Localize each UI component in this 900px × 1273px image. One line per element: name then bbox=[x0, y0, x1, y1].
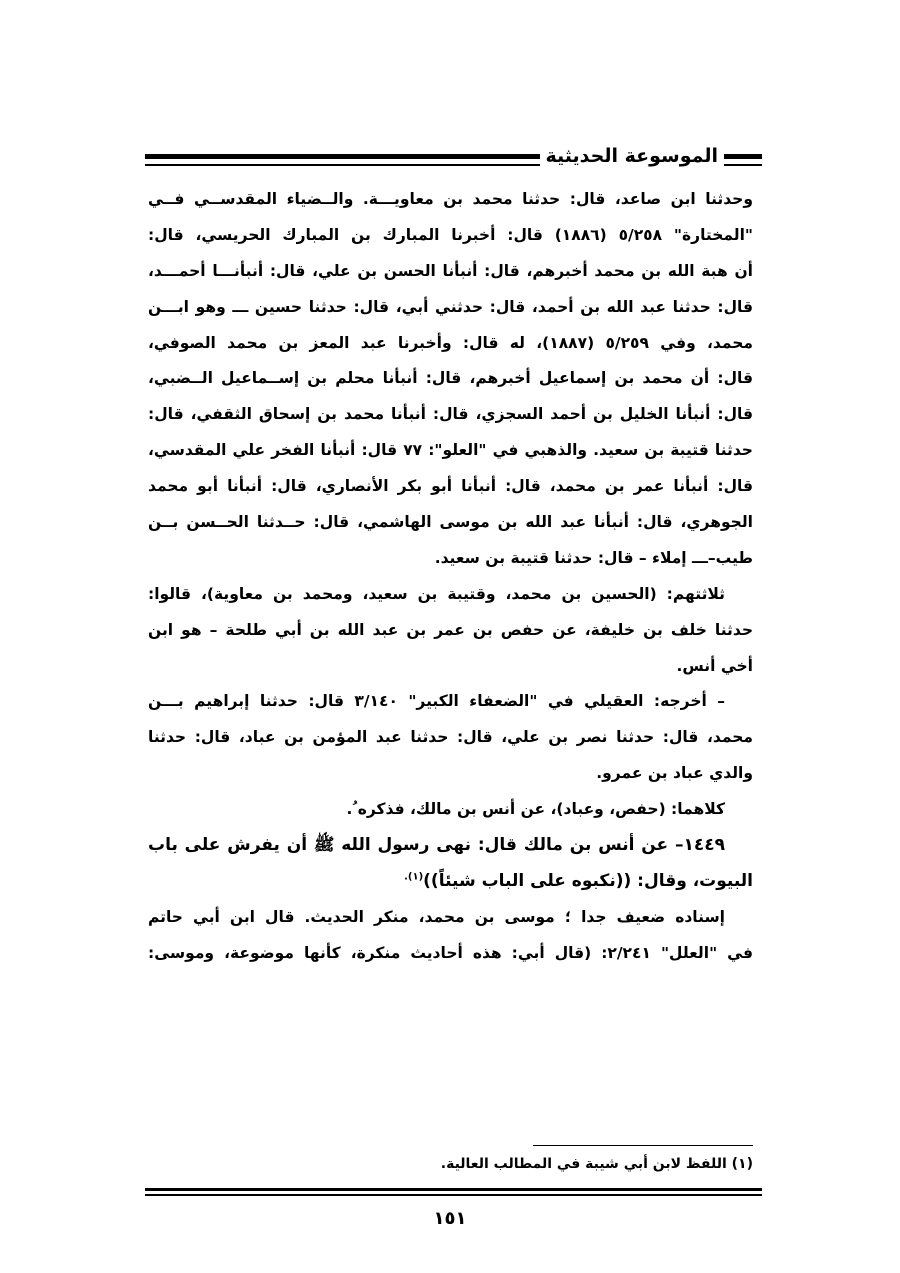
text-line: في "العلل" ٢/٢٤١: (قال أبي: هذه أحاديث منكرة، كأنها موضوعة، وموسى: bbox=[148, 943, 753, 962]
text-line: حدثنا خلف بن خليفة، عن حفص بن عمر بن عبد الله بن أبي طلحة – هو ابن bbox=[148, 620, 753, 639]
text-line: حدثنا قتيبة بن سعيد. والذهبي في "العلو": ٧٧ قال: أنبأنا الفخر علي المقدسي، bbox=[148, 441, 753, 460]
hadith-heading-line bbox=[148, 864, 753, 900]
text-line: محمد، وفي ٥/٢٥٩ (١٨٨٧)، له قال: وأخبرنا عبد المعز بن محمد الصوفي، bbox=[148, 333, 753, 352]
text-line: وحدثنا ابن صاعد، قال: حدثنا محمد بن معاويـــة. والــضياء المقدســي فــي bbox=[148, 190, 753, 208]
hadith-heading-line: ١٤٤٩– عن أنس بن مالك قال: نهى رسول الله ﷺ أن يفرش على باب bbox=[148, 835, 725, 856]
text-line: ثلاثتهم: (الحسين بن محمد، وقتيبة بن سعيد، ومحمد بن معاوية)، قالوا: bbox=[148, 584, 725, 603]
text-line: إسناده ضعيف جدا ؛ موسى بن محمد، منكر الحديث. قال ابن أبي حاتم bbox=[148, 907, 725, 926]
text-line: قال: أنبأنا عمر بن محمد، قال: أنبأنا أبو بكر الأنصاري، قال: أنبأنا أبو محمد bbox=[148, 477, 753, 496]
body-text bbox=[148, 182, 753, 972]
hadith-text: البيوت، وقال: ((نكبوه على الباب شيئاً)) bbox=[423, 870, 753, 891]
text-line: والدي عباد بن عمرو. bbox=[596, 764, 753, 783]
text-line: أن هبة الله بن محمد أخبرهم، قال: أنبأنا الحسن بن علي، قال: أنبأنـــا أحمـــد، bbox=[148, 261, 753, 280]
text-line: الجوهري، قال: أنبأنا عبد الله بن موسى الهاشمي، قال: حــدثنا الحــسن بــن bbox=[148, 513, 753, 532]
header-rule-left bbox=[145, 154, 557, 159]
text-line: قال: أنبأنا الخليل بن أحمد السجزي، قال: أنبأنا محمد بن إسحاق الثقفي، قال: bbox=[148, 405, 753, 424]
text-line: قال: حدثنا عبد الله بن أحمد، قال: حدثني أبي، قال: حدثنا حسين ـــ وهو ابـــن bbox=[148, 297, 753, 316]
text-line: طيب–ـــ إملاء – قال: حدثنا قتيبة بن سعيد. bbox=[434, 548, 753, 567]
footer-rule bbox=[145, 1188, 762, 1196]
running-header bbox=[145, 142, 762, 170]
text-line: "المختارة" ٥/٢٥٨ (١٨٨٦) قال: أخبرنا المبارك بن المبارك الحريسي، قال: bbox=[148, 225, 753, 244]
footnote-separator bbox=[533, 1145, 753, 1146]
text-line: – أخرجه: العقيلي في "الضعفاء الكبير" ٣/١٤٠ قال: حدثنا إبراهيم بـــن bbox=[148, 692, 725, 711]
page-number: ١٥١ bbox=[433, 1208, 467, 1229]
header-title: الموسوعة الحديثية bbox=[540, 142, 725, 170]
footnote: (١) اللفظ لابن أبي شيبة في المطالب العالية. bbox=[440, 1156, 753, 1172]
text-line: محمد، قال: حدثنا نصر بن علي، قال: حدثنا عبد المؤمن بن عباد، قال: حدثنا bbox=[148, 728, 753, 747]
footnote-marker: (١). bbox=[404, 871, 424, 883]
text-line: أخي أنس. bbox=[676, 656, 753, 675]
text-line: قال: أن محمد بن إسماعيل أخبرهم، قال: أنبأنا محلم بن إســماعيل الــضبي، bbox=[148, 369, 753, 388]
header-rule-right bbox=[724, 154, 762, 159]
text-line: كلاهما: (حفص، وعباد)، عن أنس بن مالك، فذكره ُ. bbox=[346, 800, 725, 819]
